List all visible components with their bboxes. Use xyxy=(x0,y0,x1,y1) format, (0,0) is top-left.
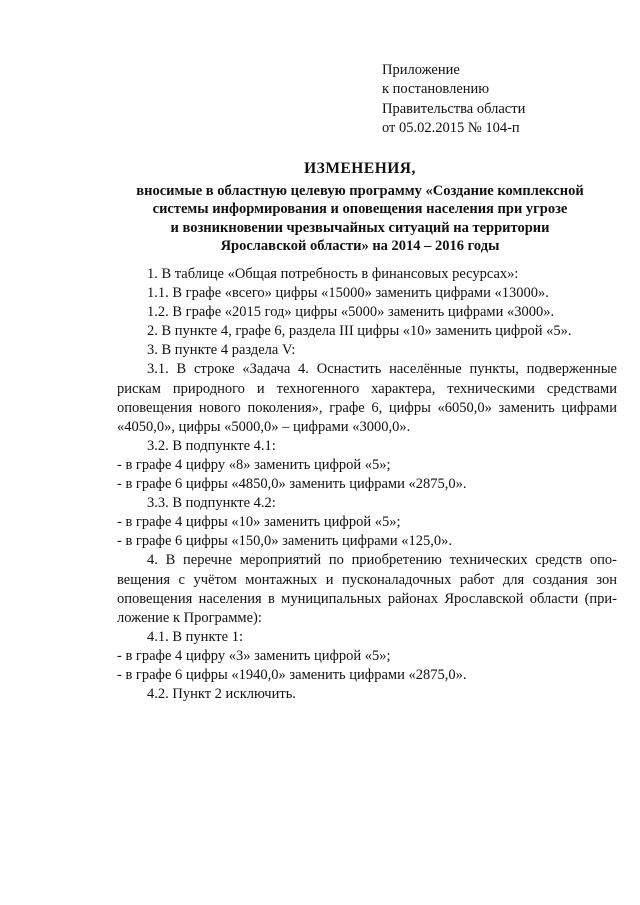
body-line: «4050,0», цифры «5000,0» – цифрами «3000,0». xyxy=(117,418,411,435)
subtitle-line: Ярославской области» на 2014 – 2016 годы xyxy=(220,237,500,254)
appendix-reference xyxy=(382,61,525,138)
body-line: 3.1. В строке «Задача 4. Оснастить населённые пункты, подверженные xyxy=(147,361,617,378)
body-line: ложение к Программе): xyxy=(117,609,262,626)
body-line: - в графе 6 цифры «4850,0» заменить цифрами «2875,0». xyxy=(117,476,467,493)
body-line: оповещения нового поколения», графе 6, цифры «6050,0» заменить цифрами xyxy=(117,399,617,416)
appendix-line: к постановлению xyxy=(382,81,490,98)
body-line: 4.1. В пункте 1: xyxy=(147,628,243,645)
appendix-line: Правительства области xyxy=(382,100,526,117)
document-body xyxy=(117,265,617,704)
body-line: 3.2. В подпункте 4.1: xyxy=(147,437,276,454)
body-line: 1.2. В графе «2015 год» цифры «5000» заменить цифрами «3000». xyxy=(147,304,555,321)
body-line: рискам природного и техногенного характера, техническими средствами xyxy=(117,380,617,397)
body-line: оповещения населения в муниципальных районах Ярославской области (при- xyxy=(117,590,617,607)
body-line: 4. В перечне мероприятий по приобретению технических средств опо- xyxy=(147,552,617,569)
body-line: 1. В таблице «Общая потребность в финансовых ресурсах»: xyxy=(147,266,519,282)
body-line: - в графе 4 цифру «3» заменить цифрой «5»; xyxy=(117,647,391,664)
body-line: 2. В пункте 4, графе 6, раздела III цифры «10» заменить цифрой «5». xyxy=(147,323,572,340)
title-block xyxy=(100,158,620,255)
body-line: 1.1. В графе «всего» цифры «15000» заменить цифрами «13000». xyxy=(147,285,549,302)
body-line: 4.2. Пункт 2 исключить. xyxy=(147,686,296,703)
subtitle-line: вносимые в областную целевую программу «Создание комплексной xyxy=(136,183,584,199)
appendix-line: Приложение xyxy=(382,62,460,78)
body-line: 3. В пункте 4 раздела V: xyxy=(147,342,296,359)
document-title: ИЗМЕНЕНИЯ, xyxy=(304,160,416,177)
appendix-line: от 05.02.2015 № 104-п xyxy=(382,119,520,136)
document-subtitle xyxy=(100,182,620,255)
body-line: 3.3. В подпункте 4.2: xyxy=(147,495,276,512)
body-line: - в графе 4 цифры «10» заменить цифрой «5»; xyxy=(117,514,401,531)
subtitle-line: и возникновении чрезвычайных ситуаций на территории xyxy=(170,219,550,236)
body-line: - в графе 6 цифры «150,0» заменить цифрами «125,0». xyxy=(117,533,452,550)
body-line: - в графе 4 цифру «8» заменить цифрой «5»; xyxy=(117,456,391,473)
body-line: - в графе 6 цифры «1940,0» заменить цифрами «2875,0». xyxy=(117,666,467,683)
subtitle-line: системы информирования и оповещения населения при угрозе xyxy=(152,201,568,218)
body-line: вещения с учётом монтажных и пусконаладочных работ для создания зон xyxy=(117,571,617,588)
